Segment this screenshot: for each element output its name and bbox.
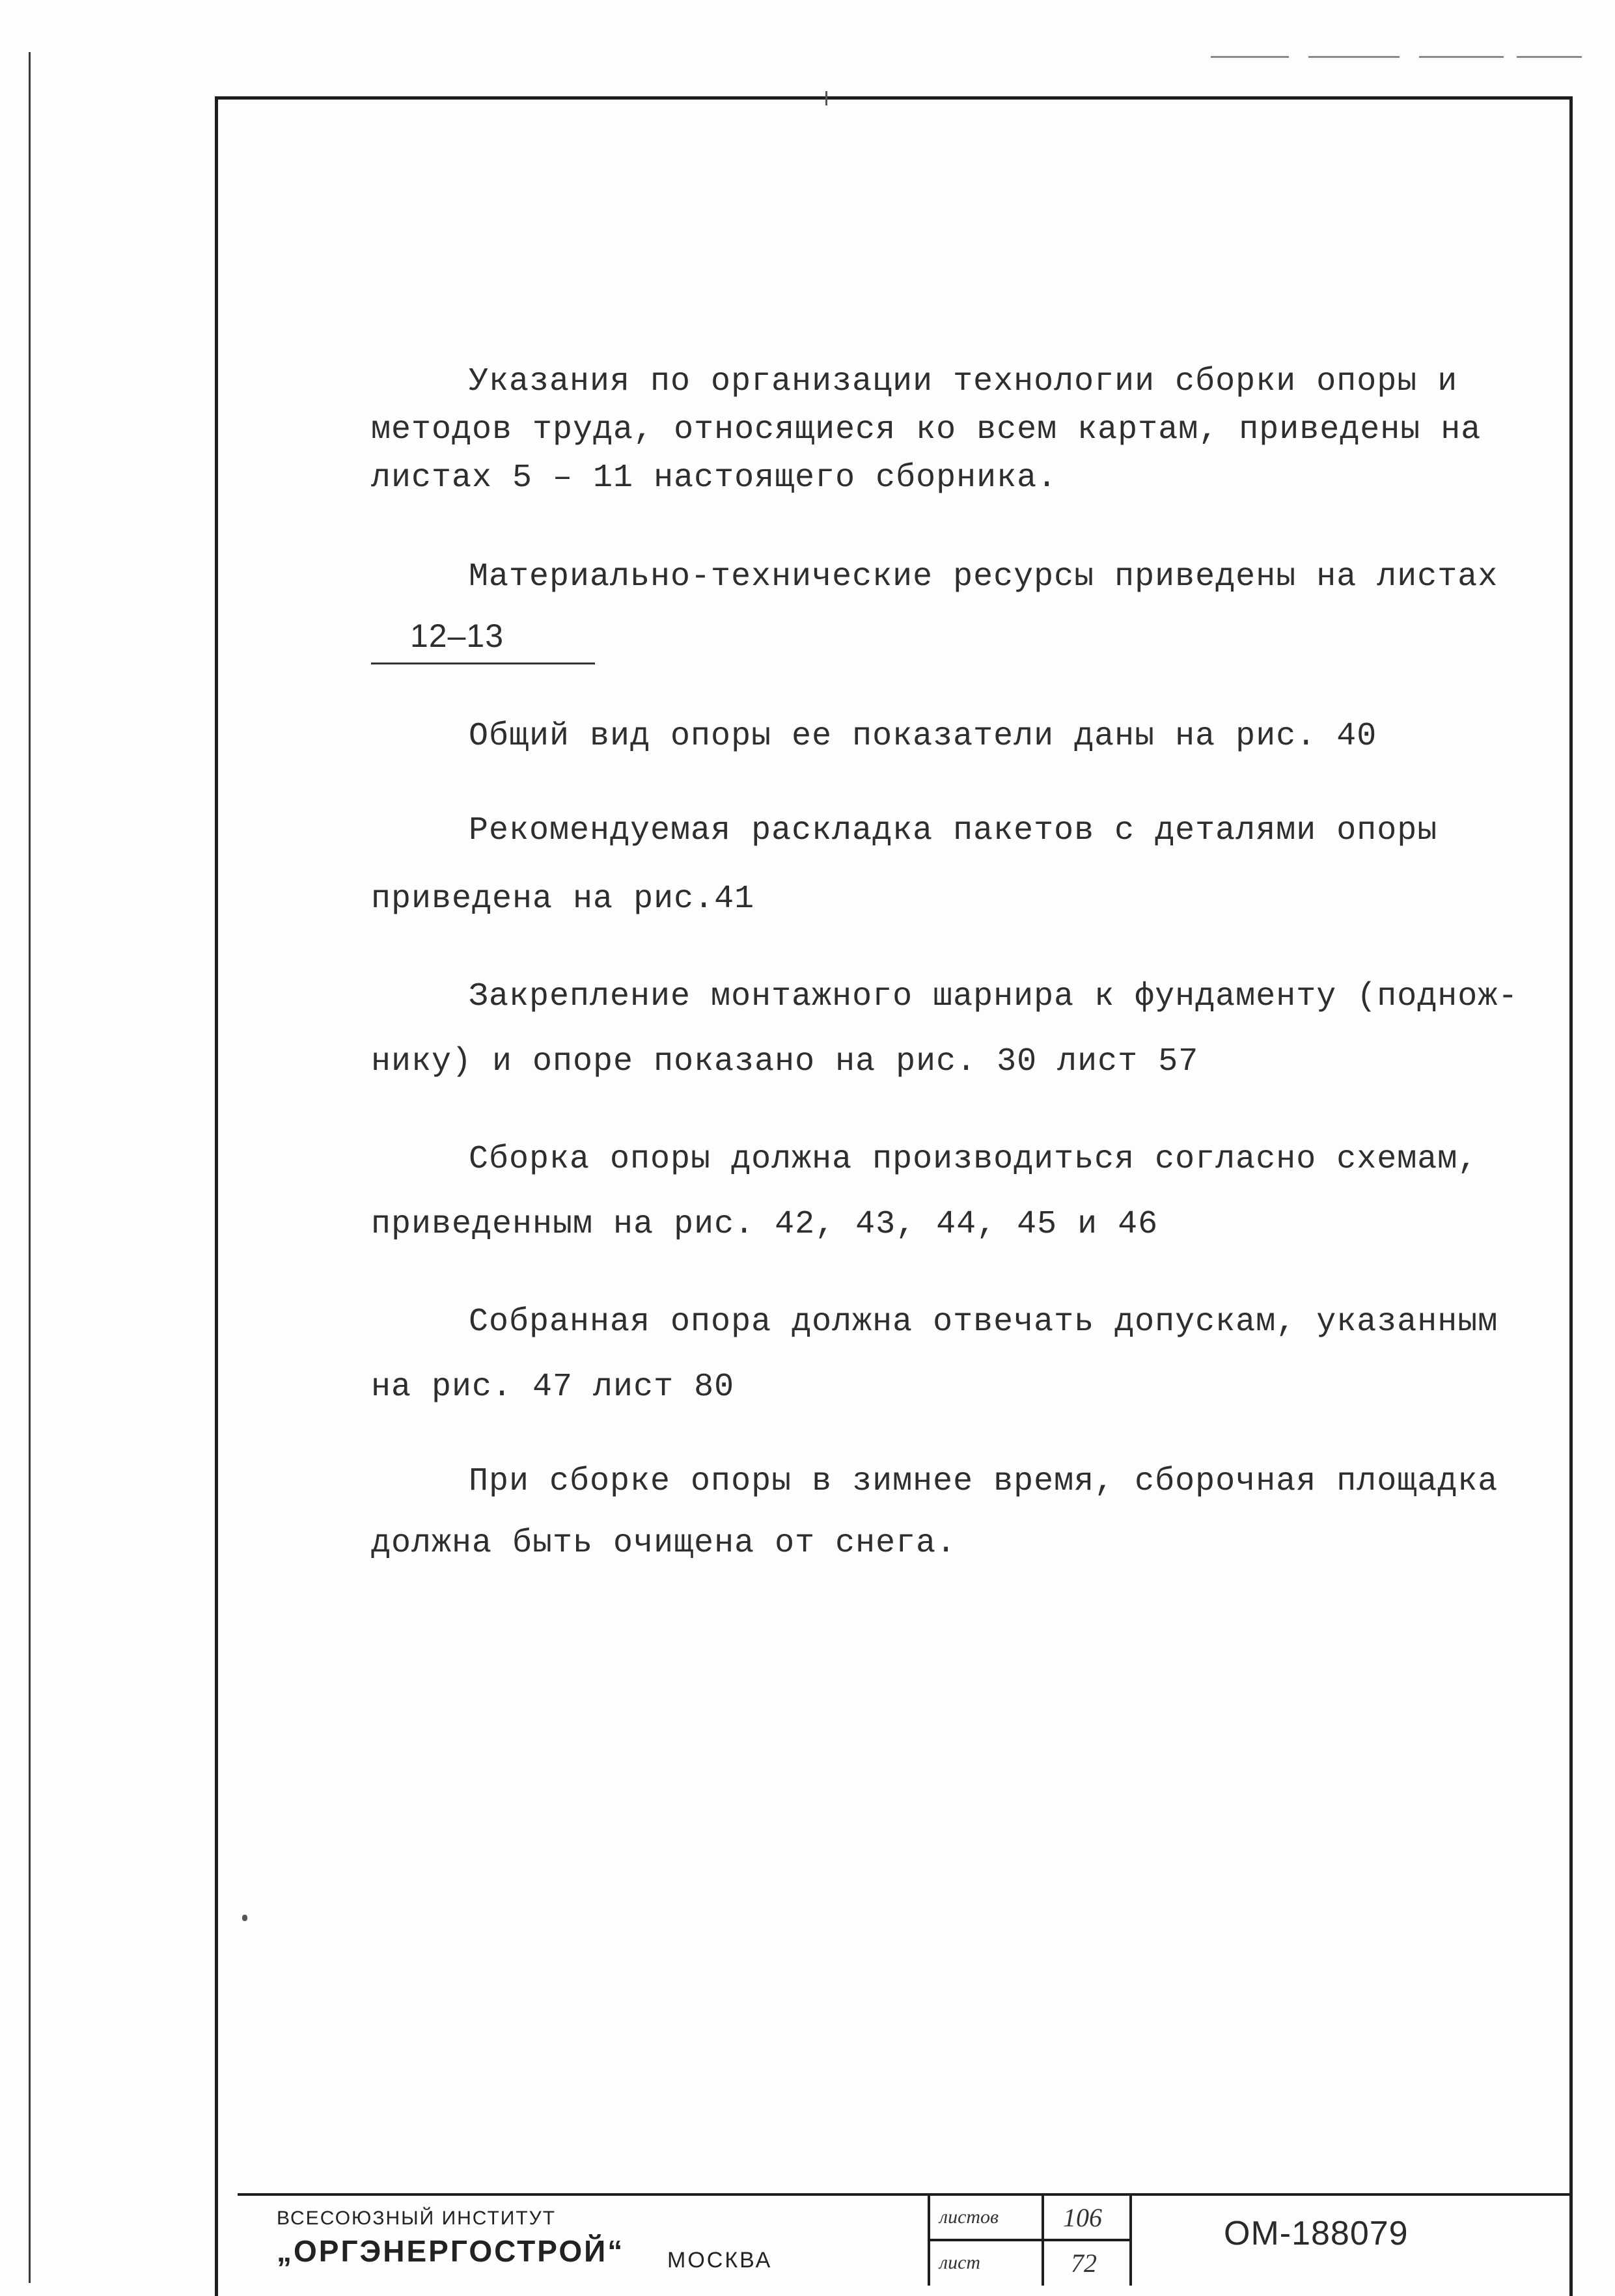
scan-speck bbox=[825, 91, 827, 105]
top-edge-mark bbox=[1517, 56, 1582, 58]
institute-type: ВСЕСОЮЗНЫЙ ИНСТИТУТ bbox=[277, 2207, 557, 2229]
sheet-number-label: лист bbox=[939, 2252, 981, 2273]
paragraph-line: методов труда, относящиеся ко всем картам, приведены на bbox=[371, 411, 1482, 448]
left-binding-line bbox=[29, 52, 31, 2283]
paragraph-line: на рис. 47 лист 80 bbox=[371, 1369, 735, 1406]
paragraph-line: Собранная опора должна отвечать допускам, указанным bbox=[469, 1304, 1498, 1341]
city-label: МОСКВА bbox=[667, 2248, 773, 2273]
sheets-count-value: 106 bbox=[1063, 2203, 1102, 2232]
paragraph-line: Указания по организации технологии сборки опоры и bbox=[469, 363, 1458, 400]
paragraph-line: листах 5 – 11 настоящего сборника. bbox=[371, 459, 1058, 497]
grid-line bbox=[928, 2239, 1131, 2241]
paragraph-line: должна быть очищена от снега. bbox=[371, 1525, 957, 1562]
paragraph-line: приведена на рис.41 bbox=[371, 881, 755, 918]
document-code: ОМ-188079 bbox=[1224, 2215, 1409, 2252]
sheet-range-value: 12–13 bbox=[371, 612, 595, 664]
top-edge-mark bbox=[1419, 56, 1504, 58]
paragraph-line: Закрепление монтажного шарнира к фундаменту (поднож- bbox=[469, 978, 1519, 1015]
handwritten-reference bbox=[372, 612, 595, 664]
title-block bbox=[238, 2193, 1572, 2286]
paragraph-line: При сборке опоры в зимнее время, сборочная площадка bbox=[469, 1463, 1498, 1500]
sheets-count-label: листов bbox=[939, 2206, 999, 2228]
paragraph-line: Общий вид опоры ее показатели даны на рис. 40 bbox=[469, 718, 1377, 755]
paragraph-line: Материально-технические ресурсы приведены на листах bbox=[469, 558, 1498, 595]
paragraph-line: приведенным на рис. 42, 43, 44, 45 и 46 bbox=[371, 1206, 1159, 1243]
sheet-info-grid bbox=[928, 2196, 1165, 2286]
top-edge-mark bbox=[1211, 56, 1289, 58]
sheet-number-value: 72 bbox=[1071, 2248, 1097, 2278]
institute-name: „ОРГЭНЕРГОСТРОЙ“ bbox=[277, 2234, 625, 2268]
scan-speck bbox=[242, 1915, 247, 1921]
paragraph-line: нику) и опоре показано на рис. 30 лист 57 bbox=[371, 1043, 1199, 1080]
paragraph-line: Рекомендуемая раскладка пакетов с деталями опоры bbox=[469, 812, 1438, 849]
top-edge-mark bbox=[1308, 56, 1400, 58]
paragraph-line: Сборка опоры должна производиться согласно схемам, bbox=[469, 1141, 1478, 1178]
